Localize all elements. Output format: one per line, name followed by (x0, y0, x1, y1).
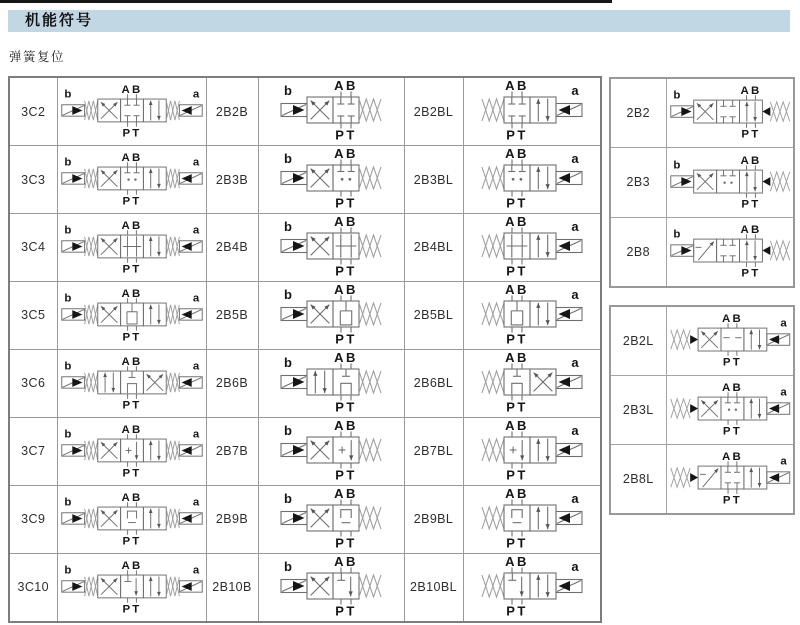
model-label: 2B6BL (404, 349, 463, 417)
valve-symbol (480, 217, 584, 278)
valve-symbol (279, 217, 383, 278)
symbol-cell (258, 553, 404, 622)
symbol-cell (57, 214, 206, 282)
svg-text:AB: AB (504, 284, 529, 297)
svg-text:PT: PT (335, 399, 357, 414)
svg-text:AB: AB (721, 452, 743, 464)
valve-symbol (669, 452, 792, 506)
svg-text:AB: AB (334, 216, 358, 229)
svg-text:AB: AB (121, 492, 142, 504)
model-label: 3C9 (9, 485, 57, 553)
symbol-cell (57, 553, 206, 622)
svg-text:a: a (192, 88, 199, 101)
svg-text:b: b (672, 228, 680, 241)
symbol-row (9, 281, 601, 349)
svg-text:AB: AB (504, 81, 529, 93)
valve-symbol (60, 561, 204, 615)
svg-text:a: a (192, 427, 199, 440)
svg-text:b: b (63, 156, 71, 169)
symbol-row (610, 148, 794, 217)
symbol-row (9, 146, 601, 214)
svg-text:PT: PT (505, 127, 528, 142)
valve-symbol (279, 353, 383, 414)
model-label: 2B9B (206, 485, 258, 553)
svg-text:b: b (63, 224, 71, 237)
svg-text:b: b (63, 563, 71, 576)
symbol-row (9, 349, 601, 417)
symbol-cell (258, 214, 404, 282)
symbol-cell (57, 349, 206, 417)
svg-text:b: b (284, 218, 292, 234)
svg-text:a: a (571, 286, 579, 302)
model-label: 2B5BL (404, 281, 463, 349)
valve-symbol (60, 153, 204, 207)
symbol-cell (57, 281, 206, 349)
symbol-cell (258, 485, 404, 553)
svg-text:PT: PT (335, 331, 357, 346)
symbol-cell (666, 217, 794, 287)
svg-text:PT: PT (722, 494, 742, 506)
symbol-row (9, 485, 601, 553)
svg-text:a: a (571, 83, 579, 98)
svg-text:b: b (284, 422, 292, 438)
svg-text:a: a (571, 558, 579, 574)
model-label: 3C6 (9, 349, 57, 417)
svg-text:AB: AB (504, 420, 529, 433)
valve-symbol (60, 425, 204, 479)
valve-symbol (60, 85, 204, 139)
svg-text:b: b (284, 354, 292, 370)
svg-text:b: b (284, 490, 292, 506)
main-symbol-table (8, 76, 602, 623)
symbol-row (9, 214, 601, 282)
svg-text:b: b (63, 291, 71, 304)
symbol-row (610, 78, 794, 148)
svg-text:b: b (63, 495, 71, 508)
svg-text:PT: PT (505, 195, 528, 210)
svg-text:b: b (284, 151, 292, 166)
valve-symbol (279, 489, 383, 550)
valve-symbol (279, 149, 383, 210)
svg-text:PT: PT (335, 535, 357, 550)
symbol-cell (666, 306, 794, 376)
model-label: 2B2L (610, 306, 666, 376)
model-label: 2B3BL (404, 146, 463, 214)
svg-text:PT: PT (722, 356, 742, 368)
svg-text:a: a (571, 490, 579, 506)
svg-text:a: a (192, 224, 199, 237)
svg-text:PT: PT (122, 467, 141, 479)
svg-text:PT: PT (722, 425, 742, 437)
symbol-cell (463, 553, 601, 622)
svg-text:PT: PT (122, 535, 141, 547)
model-label: 3C4 (9, 214, 57, 282)
model-label: 2B10BL (404, 553, 463, 622)
svg-text:AB: AB (121, 288, 142, 300)
svg-text:PT: PT (740, 128, 760, 141)
svg-text:AB: AB (504, 488, 529, 501)
svg-text:b: b (63, 359, 71, 372)
svg-text:PT: PT (335, 263, 357, 278)
svg-text:PT: PT (122, 195, 141, 207)
svg-text:AB: AB (334, 420, 358, 433)
svg-text:a: a (571, 218, 579, 234)
svg-text:PT: PT (505, 467, 528, 482)
svg-text:a: a (192, 563, 199, 576)
svg-text:AB: AB (334, 556, 358, 569)
svg-text:AB: AB (121, 152, 142, 164)
side-box-bottom (609, 305, 795, 515)
symbol-cell (57, 77, 206, 146)
svg-text:a: a (571, 354, 579, 370)
subtitle-spring-return: 弹簧复位 (9, 50, 66, 64)
svg-text:b: b (63, 88, 71, 101)
symbol-cell (258, 146, 404, 214)
model-label: 2B2B (206, 77, 258, 146)
svg-text:AB: AB (739, 155, 761, 167)
symbol-row (610, 217, 794, 287)
svg-text:AB: AB (721, 383, 743, 395)
svg-text:b: b (284, 83, 292, 98)
symbol-cell (463, 417, 601, 485)
valve-symbol (669, 86, 792, 140)
valve-symbol (60, 493, 204, 547)
model-label: 2B10B (206, 553, 258, 622)
svg-text:PT: PT (740, 267, 760, 279)
model-label: 3C5 (9, 281, 57, 349)
valve-symbol (480, 149, 584, 210)
svg-text:AB: AB (121, 424, 142, 436)
valve-symbol (480, 489, 584, 550)
model-label: 3C3 (9, 146, 57, 214)
svg-text:a: a (571, 151, 579, 166)
valve-symbol (60, 221, 204, 275)
svg-text:PT: PT (335, 127, 357, 142)
top-rule (0, 0, 612, 3)
valve-symbol (279, 285, 383, 346)
model-label: 2B9BL (404, 485, 463, 553)
symbol-row (9, 77, 601, 146)
svg-text:PT: PT (505, 535, 528, 550)
model-label: 2B8L (610, 444, 666, 514)
svg-text:AB: AB (121, 356, 142, 368)
svg-text:AB: AB (504, 149, 529, 161)
symbol-cell (666, 376, 794, 445)
symbol-cell (463, 281, 601, 349)
svg-text:a: a (779, 386, 787, 399)
svg-text:a: a (192, 291, 199, 304)
svg-text:PT: PT (335, 603, 357, 618)
valve-symbol (480, 285, 584, 346)
svg-text:AB: AB (504, 216, 529, 229)
symbol-row (610, 444, 794, 514)
symbol-cell (258, 349, 404, 417)
svg-text:AB: AB (334, 352, 358, 365)
symbol-cell (463, 146, 601, 214)
svg-text:AB: AB (121, 560, 142, 572)
symbol-cell (258, 77, 404, 146)
svg-text:AB: AB (504, 556, 529, 569)
symbol-cell (666, 444, 794, 514)
valve-symbol (480, 421, 584, 482)
svg-text:AB: AB (334, 149, 358, 161)
symbol-cell (463, 349, 601, 417)
svg-text:PT: PT (122, 263, 141, 275)
svg-text:PT: PT (505, 331, 528, 346)
svg-text:a: a (192, 495, 199, 508)
svg-text:AB: AB (121, 84, 142, 96)
valve-symbol (60, 357, 204, 411)
svg-text:PT: PT (335, 467, 357, 482)
section-header-title: 机能符号 (8, 10, 790, 32)
model-label: 2B7B (206, 417, 258, 485)
valve-symbol (279, 557, 383, 618)
model-label: 2B3B (206, 146, 258, 214)
model-label: 2B7BL (404, 417, 463, 485)
model-label: 2B5B (206, 281, 258, 349)
symbol-row (9, 417, 601, 485)
svg-text:PT: PT (740, 198, 760, 210)
valve-symbol (669, 314, 792, 368)
symbol-cell (258, 281, 404, 349)
symbol-cell (463, 77, 601, 146)
symbol-row (610, 306, 794, 376)
valve-symbol (279, 81, 383, 142)
svg-text:b: b (284, 558, 292, 574)
svg-text:b: b (672, 158, 680, 171)
valve-symbol (669, 225, 792, 279)
model-label: 2B6B (206, 349, 258, 417)
model-label: 2B3L (610, 376, 666, 445)
svg-text:a: a (779, 317, 787, 330)
svg-text:AB: AB (739, 224, 761, 236)
svg-text:AB: AB (739, 86, 761, 98)
valve-symbol (669, 156, 792, 210)
svg-text:AB: AB (121, 220, 142, 232)
svg-text:PT: PT (122, 127, 141, 139)
model-label: 2B4B (206, 214, 258, 282)
symbol-cell (57, 146, 206, 214)
svg-text:PT: PT (505, 399, 528, 414)
svg-text:AB: AB (721, 314, 743, 326)
valve-symbol (60, 289, 204, 343)
valve-symbol (279, 421, 383, 482)
svg-text:b: b (672, 89, 680, 102)
symbol-cell (463, 485, 601, 553)
valve-symbol (480, 557, 584, 618)
model-label: 2B8 (610, 217, 666, 287)
model-label: 2B4BL (404, 214, 463, 282)
symbol-row (610, 376, 794, 445)
svg-text:PT: PT (122, 399, 141, 411)
symbol-cell (57, 485, 206, 553)
valve-symbol (480, 81, 584, 142)
model-label: 3C2 (9, 77, 57, 146)
svg-text:AB: AB (334, 81, 358, 93)
symbol-cell (57, 417, 206, 485)
svg-text:a: a (779, 455, 787, 468)
symbol-cell (258, 417, 404, 485)
side-box-top (609, 77, 795, 288)
symbol-cell (666, 148, 794, 217)
symbol-row (9, 553, 601, 622)
model-label: 2B3 (610, 148, 666, 217)
svg-text:PT: PT (505, 263, 528, 278)
model-label: 2B2 (610, 78, 666, 148)
valve-symbol (480, 353, 584, 414)
model-label: 3C7 (9, 417, 57, 485)
svg-text:PT: PT (122, 331, 141, 343)
model-label: 2B2BL (404, 77, 463, 146)
svg-text:PT: PT (505, 603, 528, 618)
svg-text:AB: AB (504, 352, 529, 365)
svg-text:PT: PT (122, 603, 141, 615)
model-label: 3C10 (9, 553, 57, 622)
symbol-cell (463, 214, 601, 282)
svg-text:b: b (63, 427, 71, 440)
svg-text:AB: AB (334, 284, 358, 297)
svg-text:b: b (284, 286, 292, 302)
svg-text:a: a (192, 359, 199, 372)
svg-text:AB: AB (334, 488, 358, 501)
svg-text:PT: PT (335, 195, 357, 210)
svg-text:a: a (571, 422, 579, 438)
svg-text:a: a (192, 156, 199, 169)
valve-symbol (669, 383, 792, 437)
symbol-cell (666, 78, 794, 148)
